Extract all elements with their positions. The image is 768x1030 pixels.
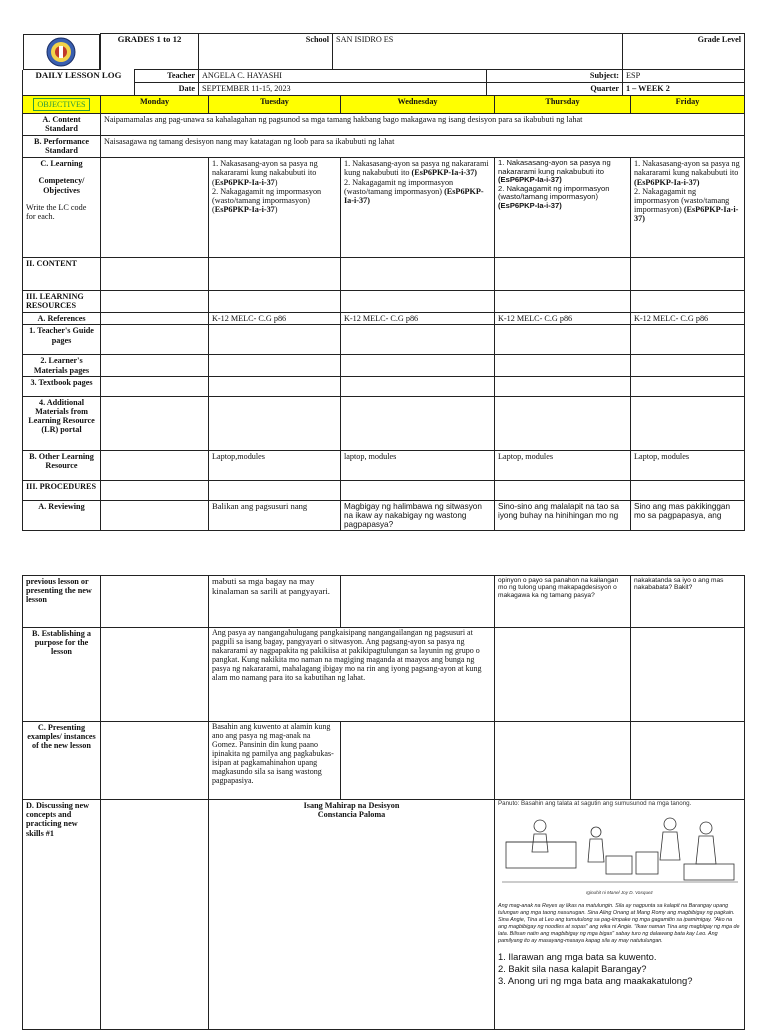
friday-content bbox=[631, 258, 745, 291]
tuesday-tb bbox=[209, 376, 341, 396]
tuesday-lc: 1. Nakasasang-ayon sa pasya ng nakararami kung nakabubuti ito (EsP6PKP-Ia-i-37) 2. Nakagagamit ng impormasyon (wasto/tamang impormasyon) (EsP6PKP-Ia-i-37) bbox=[209, 158, 341, 258]
friday-lr bbox=[631, 396, 745, 450]
quarter-label: Quarter bbox=[487, 83, 623, 96]
monday-other bbox=[101, 450, 209, 480]
monday-resources bbox=[101, 291, 209, 313]
wednesday-tb bbox=[341, 376, 495, 396]
friday-purpose bbox=[631, 628, 745, 722]
wednesday-procedures bbox=[341, 480, 495, 500]
wednesday-header: Wednesday bbox=[341, 96, 495, 114]
thursday-references: K-12 MELC- C.G p86 bbox=[495, 313, 631, 325]
thursday-tg bbox=[495, 325, 631, 355]
relief-goods-illustration bbox=[500, 812, 740, 890]
monday-prev bbox=[101, 576, 209, 628]
purpose-text: Ang pasya ay nangangahulugang pangkaisipang nangangailangan ng pagsusuri at pagpili sa isang bagay, pangyayari o sitwasyon. Ang pagsang-ayon sa pasya ng nakararami ay nagpapakita ng pakikiisa at pakikipagtulungan sa layunin ng grupo o pangkat. Kung nakikita mo naman na magiging maganda at maayos ang bunga ng pasya ng nakararami, mahalagang ibigay mo na rin ang iyong pagsang-ayon at kung alam mo namang para ito sa kabutihan ng lahat. bbox=[209, 628, 495, 722]
thursday-other: Laptop, modules bbox=[495, 450, 631, 480]
wednesday-other: laptop, modules bbox=[341, 450, 495, 480]
monday-discussing bbox=[101, 800, 209, 1030]
thursday-presenting bbox=[495, 722, 631, 800]
dll-table-main bbox=[22, 95, 745, 531]
wednesday-resources bbox=[341, 291, 495, 313]
content-standard-value: Naipamamalas ang pag-unawa sa kahalagahan ng pagsunod sa mga tamang hakbang bago makagawa ng isang desisyon para sa ikabubuti ng lahat bbox=[101, 114, 745, 136]
learning-competency-cell bbox=[23, 158, 101, 258]
purpose-label: B. Establishing a purpose for the lesson bbox=[23, 628, 101, 722]
friday-other: Laptop, modules bbox=[631, 450, 745, 480]
question-3: 3. Anong uri ng mga bata ang maakakatulong? bbox=[498, 974, 693, 986]
wednesday-content bbox=[341, 258, 495, 291]
friday-references: K-12 MELC- C.G p86 bbox=[631, 313, 745, 325]
additional-materials-label: 4. Additional Materials from Learning Resource (LR) portal bbox=[23, 396, 101, 450]
wednesday-lc: 1. Nakasasang-ayon sa pasya ng nakararami kung nakabubuti ito (EsP6PKP-Ia-i-37) 2. Nakagagamit ng impormasyon (wasto/tamang impormasyon) (EsP6PKP-Ia-i-37) bbox=[341, 158, 495, 258]
grade-level-label: Grade Level bbox=[623, 34, 745, 70]
tuesday-lm bbox=[209, 355, 341, 376]
thursday-lm bbox=[495, 355, 631, 376]
presenting-examples-label: C. Presenting examples/ instances of the new lesson bbox=[23, 722, 101, 800]
monday-presenting bbox=[101, 722, 209, 800]
objectives-header: OBJECTIVES bbox=[23, 96, 101, 114]
presenting-text: Basahin ang kuwento at alamin kung ano ang pasya ng mag-anak na Gomez. Pansinin din kung paano ipinakita ng pamilya ang pagkabukas-isipan at pagkamahinahon upang magkasundo sila sa isang wastong pagpapasiya. bbox=[209, 722, 341, 800]
learners-materials-label: 2. Learner's Materials pages bbox=[23, 355, 101, 376]
learning-competency-label: C. Learning bbox=[40, 159, 83, 169]
friday-header: Friday bbox=[631, 96, 745, 114]
wednesday-prev bbox=[341, 576, 495, 628]
teacher-value: ANGELA C. HAYASHI bbox=[199, 70, 487, 83]
dll-table-top bbox=[22, 33, 745, 96]
friday-tg bbox=[631, 325, 745, 355]
monday-lm bbox=[101, 355, 209, 376]
wednesday-lr bbox=[341, 396, 495, 450]
procedures-label: III. PROCEDURES bbox=[23, 480, 101, 500]
story-cell bbox=[209, 800, 495, 1030]
monday-procedures bbox=[101, 480, 209, 500]
thursday-procedures bbox=[495, 480, 631, 500]
activity-story: Ang mag-anak na Reyes ay likas na matulungin. Sila ay nagpunta sa kalapit na Barangay upang tulungan ang mga taong nasunugan. Sina Aling Onang at Mang Romy ang magbibigay ng pagkain. Sina Angie, Tina at Leo ang tumutulong sa pag-iimpake ng mga gagamitin sa ipamimigay. "Ako na ang magbibigay ng noodles at sopas" ang wika ni Angie. "Ikaw naman Tina ang magbigay ng mga de lata. Bilisan natin ang magbibigay ng mga bigas" sabay turo ng dalawang bata kay Leo. Ang pamilyang ito ay masayang-masaya kapag sila ay may natutulungan. bbox=[498, 903, 740, 945]
performance-standard-label: B. Performance Standard bbox=[23, 136, 101, 158]
school-value: SAN ISIDRO ES bbox=[333, 34, 623, 70]
date-value: SEPTEMBER 11-15, 2023 bbox=[199, 83, 487, 96]
subject-value: ESP bbox=[623, 70, 745, 83]
tuesday-resources bbox=[209, 291, 341, 313]
friday-review: Sino ang mas pakikinggan mo sa pagpapasya, ang bbox=[631, 500, 745, 531]
tuesday-procedures bbox=[209, 480, 341, 500]
dll-table-continued bbox=[22, 575, 745, 1030]
date-label: Date bbox=[135, 83, 199, 96]
competency-objectives-label: Competency/ Objectives bbox=[38, 176, 85, 195]
monday-purpose bbox=[101, 628, 209, 722]
tuesday-review: Balikan ang pagsusuri nang bbox=[209, 500, 341, 531]
friday-lm bbox=[631, 355, 745, 376]
other-resources-label: B. Other Learning Resource bbox=[23, 450, 101, 480]
lc-code-note: Write the LC code for each. bbox=[26, 202, 87, 221]
tuesday-header: Tuesday bbox=[209, 96, 341, 114]
wednesday-references: K-12 MELC- C.G p86 bbox=[341, 313, 495, 325]
question-2: 2. Bakit sila nasa kalapit Barangay? bbox=[498, 962, 647, 974]
log-title-line2: DAILY LESSON LOG bbox=[23, 70, 135, 96]
monday-tb bbox=[101, 376, 209, 396]
wednesday-tg bbox=[341, 325, 495, 355]
tuesday-other: Laptop,modules bbox=[209, 450, 341, 480]
deped-seal bbox=[23, 34, 101, 70]
content-standard-label: A. Content Standard bbox=[23, 114, 101, 136]
story-author: Constancia Paloma bbox=[317, 810, 386, 820]
tuesday-references: K-12 MELC- C.G p86 bbox=[209, 313, 341, 325]
thursday-purpose bbox=[495, 628, 631, 722]
activity-cell bbox=[495, 800, 745, 1030]
dll-top-section bbox=[22, 33, 744, 531]
discussing-label: D. Discussing new concepts and practicing new skills #1 bbox=[23, 800, 101, 1030]
quarter-value: 1 – WEEK 2 bbox=[623, 83, 745, 96]
monday-content bbox=[101, 258, 209, 291]
thursday-review: Sino-sino ang malalapit na tao sa iyong buhay na hinihingan mo ng bbox=[495, 500, 631, 531]
log-title-line1: GRADES 1 to 12 bbox=[101, 34, 199, 70]
question-1: 1. Ilarawan ang mga bata sa kuwento. bbox=[498, 951, 657, 963]
previous-lesson-label: previous lesson or presenting the new lesson bbox=[23, 576, 101, 628]
friday-procedures bbox=[631, 480, 745, 500]
friday-tb bbox=[631, 376, 745, 396]
thursday-tb bbox=[495, 376, 631, 396]
panuto-text: Panuto: Basahin ang talata at sagutin ang sumusunod na mga tanong. bbox=[498, 800, 692, 807]
friday-prev: nakakatanda sa iyo o ang mas nakababata? Bakit? bbox=[631, 576, 745, 628]
monday-tg bbox=[101, 325, 209, 355]
tuesday-lr bbox=[209, 396, 341, 450]
illustration-caption: Iginuhit ni Manel Joy D. Vasquez bbox=[586, 889, 653, 895]
subject-label: Subject: bbox=[487, 70, 623, 83]
performance-standard-value: Naisasagawa ng tamang desisyon nang may katatagan ng loob para sa ikabubuti ng lahat bbox=[101, 136, 745, 158]
deped-seal-icon bbox=[46, 37, 76, 67]
thursday-lc: 1. Nakasasang-ayon sa pasya ng nakararami kung nakabubuti ito (EsP6PKP-Ia-i-37) 2. Nakagagamit ng impormasyon (wasto/tamang impormasyon) (EsP6PKP-Ia-i-37) bbox=[495, 158, 631, 258]
reviewing-label: A. Reviewing bbox=[23, 500, 101, 531]
thursday-content bbox=[495, 258, 631, 291]
thursday-prev: opinyon o payo sa panahon na kailangan mo ng tulong upang makapagdesisyon o makagawa ka ng tamang pasya? bbox=[495, 576, 631, 628]
textbook-pages-label: 3. Textbook pages bbox=[23, 376, 101, 396]
monday-references bbox=[101, 313, 209, 325]
friday-presenting bbox=[631, 722, 745, 800]
thursday-header: Thursday bbox=[495, 96, 631, 114]
monday-lr bbox=[101, 396, 209, 450]
wednesday-presenting bbox=[341, 722, 495, 800]
tuesday-content bbox=[209, 258, 341, 291]
thursday-lr bbox=[495, 396, 631, 450]
story-title: Isang Mahirap na Desisyon bbox=[303, 801, 400, 810]
wednesday-review: Magbigay ng halimbawa ng sitwasyon na ikaw ay nakabigay ng wastong pagpapasya? bbox=[341, 500, 495, 531]
tuesday-prev: mabuti sa mga bagay na may kinalaman sa sarili at pangyayari. bbox=[209, 576, 341, 628]
question-list bbox=[498, 951, 741, 986]
wednesday-lm bbox=[341, 355, 495, 376]
school-label: School bbox=[199, 34, 333, 70]
monday-header: Monday bbox=[101, 96, 209, 114]
friday-lc: 1. Nakasasang-ayon sa pasya ng nakararami kung nakabubuti ito (EsP6PKP-Ia-i-37) 2. Nakagagamit ng impormasyon (wasto/tamang impormasyon) (EsP6PKP-Ia-i-37) bbox=[631, 158, 745, 258]
teachers-guide-label: 1. Teacher's Guide pages bbox=[23, 325, 101, 355]
monday-lc bbox=[101, 158, 209, 258]
monday-review bbox=[101, 500, 209, 531]
tuesday-tg bbox=[209, 325, 341, 355]
thursday-resources bbox=[495, 291, 631, 313]
friday-resources bbox=[631, 291, 745, 313]
references-label: A. References bbox=[23, 313, 101, 325]
content-label: II. CONTENT bbox=[23, 258, 101, 291]
dll-bottom-section bbox=[22, 575, 744, 1030]
learning-resources-label: III. LEARNING RESOURCES bbox=[23, 291, 101, 313]
teacher-label: Teacher bbox=[135, 70, 199, 83]
